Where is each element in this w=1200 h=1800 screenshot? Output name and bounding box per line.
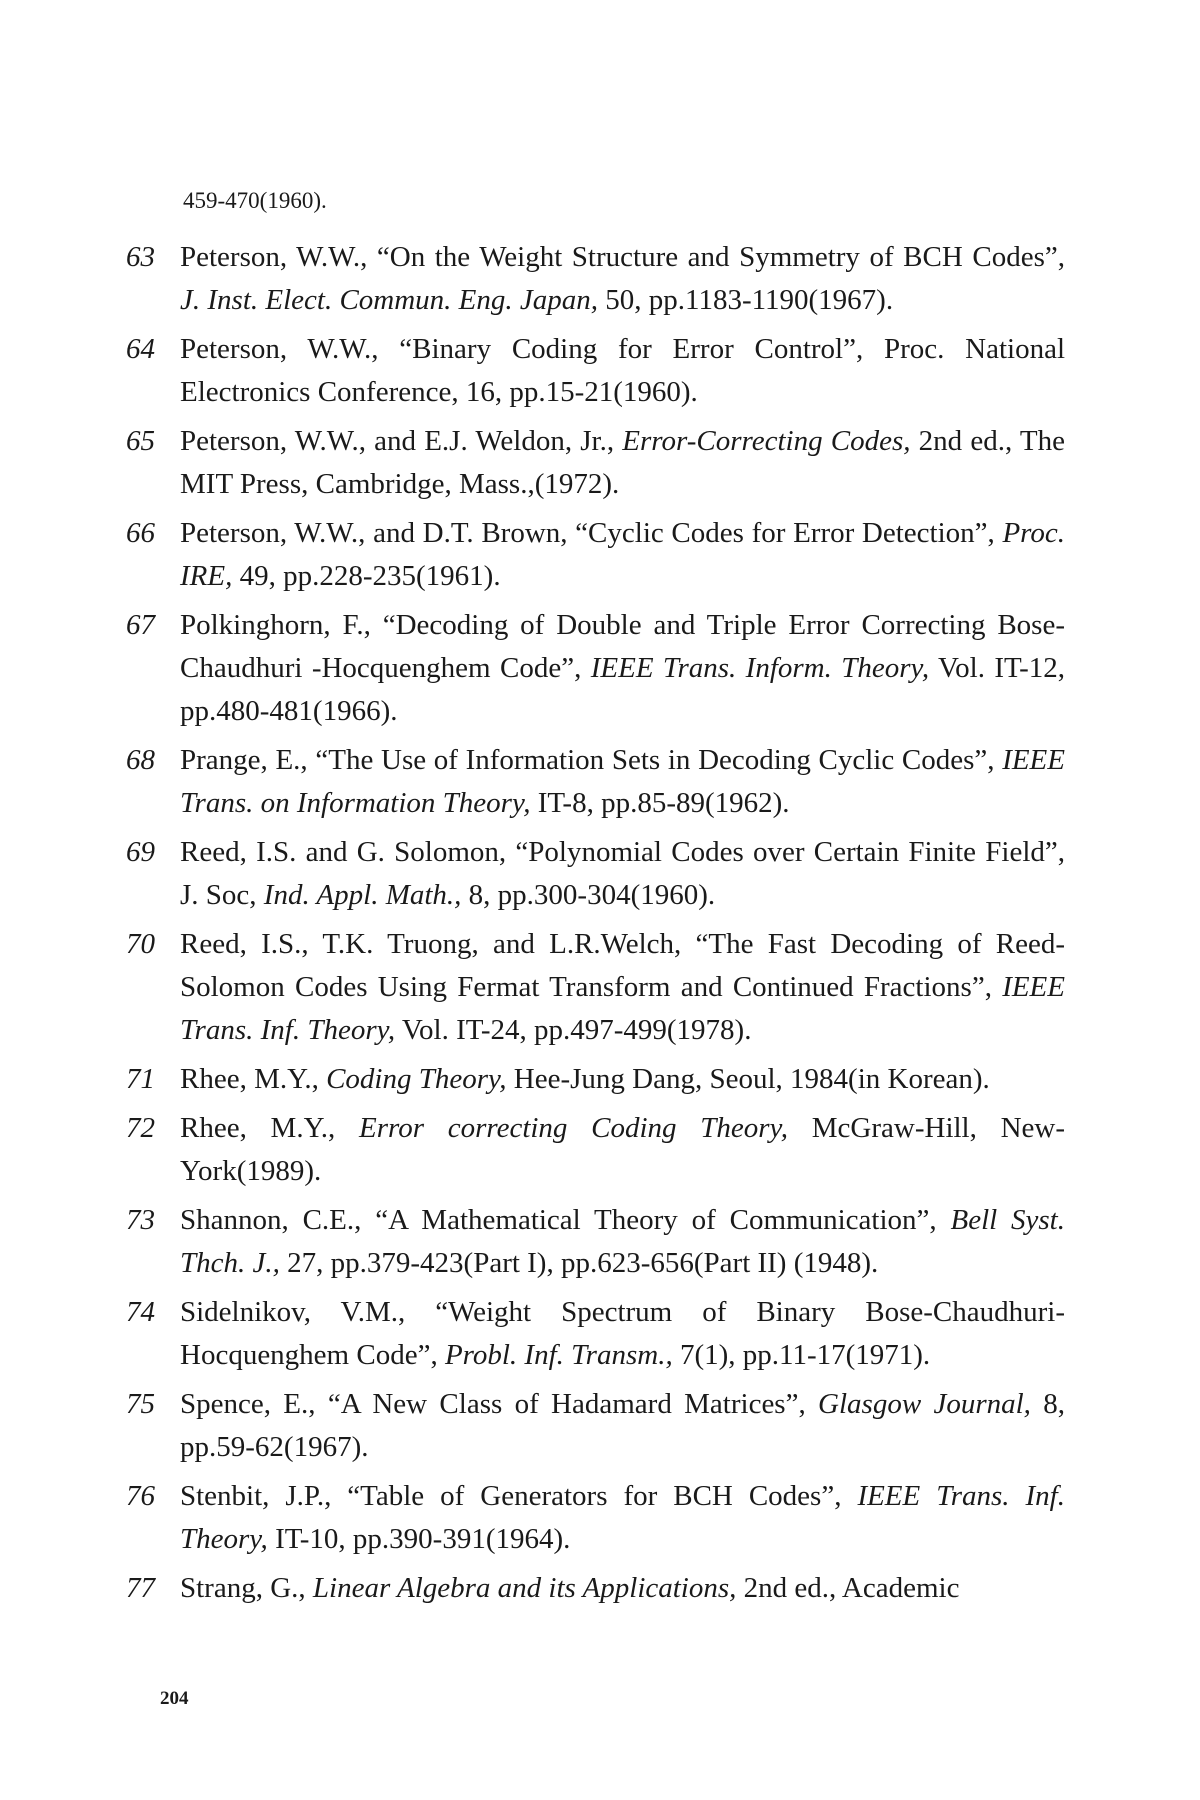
reference-text-part: McGraw-Hill, New-York(1989). [180,1112,1065,1187]
reference-number: 75 [126,1388,155,1420]
reference-title-italic: Probl. Inf. Transm., [444,1339,673,1371]
reference-text [180,1291,1065,1377]
reference-entry [0,1291,1200,1377]
reference-text [180,236,1065,322]
reference-text [180,1058,1065,1101]
reference-number: 73 [126,1204,155,1236]
reference-text [180,739,1065,825]
reference-text [180,1475,1065,1561]
reference-number: 66 [126,517,155,549]
reference-entry [0,923,1200,1052]
reference-text [180,328,1065,414]
reference-title-italic: IEEE Trans. Inf. Theory, [180,971,1065,1046]
reference-entry [0,1058,1200,1101]
reference-text-part: Reed, I.S., T.K. Truong, and L.R.Welch, “The Fast Decoding of Reed-Solomon Codes Using Fermat Transform and Continued Fractions”, [180,928,1065,1003]
reference-number: 77 [126,1572,155,1604]
reference-title-italic: IEEE Trans. Inf. Theory, [180,1480,1065,1555]
reference-title-italic: Error-Correcting Codes, [622,425,911,457]
page-number: 204 [160,1688,189,1709]
reference-entry [0,328,1200,414]
reference-text-part: Peterson, W.W., “On the Weight Structure and Symmetry of BCH Codes”, [180,241,1065,273]
reference-text-part: Peterson, W.W., and E.J. Weldon, Jr., [180,425,623,457]
reference-entry [0,739,1200,825]
reference-text-part: 27, pp.379-423(Part I), pp.623-656(Part II) (1948). [279,1247,879,1279]
reference-text-part: Sidelnikov, V.M., “Weight Spectrum of Binary Bose-Chaudhuri-Hocquenghem Code”, [180,1296,1065,1371]
reference-text-part: 8, pp.59-62(1967). [180,1388,1065,1463]
reference-text-part: Prange, E., “The Use of Information Sets in Decoding Cyclic Codes”, [180,744,1003,776]
reference-entry [0,604,1200,733]
reference-text [180,604,1065,733]
reference-text-part: Peterson, W.W., “Binary Coding for Error Control”, Proc. National Electronics Conference, 16, pp.15-21(1960). [180,333,1065,408]
reference-entry [0,1107,1200,1193]
reference-title-italic: Proc. IRE, [180,517,1065,592]
reference-title-italic: Coding Theory, [326,1063,507,1095]
reference-title-italic: J. Inst. Elect. Commun. Eng. Japan, [180,284,599,316]
reference-number: 64 [126,333,155,365]
reference-entry [0,1199,1200,1285]
reference-title-italic: IEEE Trans. on Information Theory, [180,744,1065,819]
reference-text-part: Reed, I.S. and G. Solomon, “Polynomial Codes over Certain Finite Field”, J. Soc, [180,836,1065,911]
reference-entry [0,1567,1200,1610]
reference-entry [0,831,1200,917]
reference-number: 63 [126,241,155,273]
reference-title-italic: Glasgow Journal, [818,1388,1031,1420]
reference-text-part: 49, pp.228-235(1961). [232,560,501,592]
reference-text-part: Vol. IT-12, pp.480-481(1966). [180,652,1065,727]
reference-number: 72 [126,1112,155,1144]
reference-text [180,1199,1065,1285]
reference-entry [0,1383,1200,1469]
reference-text [180,1383,1065,1469]
reference-text [180,1107,1065,1193]
reference-text-part: Shannon, C.E., “A Mathematical Theory of Communication”, [180,1204,951,1236]
reference-title-italic: Bell Syst. Thch. J., [180,1204,1065,1279]
reference-list [0,236,1200,1616]
reference-text-part: 2nd ed., The MIT Press, Cambridge, Mass.,(1972). [180,425,1065,500]
reference-text-part: Rhee, M.Y., [180,1112,359,1144]
reference-text-part: Rhee, M.Y., [180,1063,327,1095]
reference-text-part: 50, pp.1183-1190(1967). [598,284,894,316]
reference-title-italic: Error correcting Coding Theory, [359,1112,789,1144]
reference-text [180,923,1065,1052]
reference-entry [0,236,1200,322]
reference-entry [0,420,1200,506]
reference-text [180,1567,1065,1610]
reference-text-part: 2nd ed., Academic [736,1572,960,1604]
reference-text-part: Strang, G., [180,1572,313,1604]
reference-title-italic: IEEE Trans. Inform. Theory, [590,652,930,684]
reference-entry [0,512,1200,598]
reference-text [180,831,1065,917]
reference-text-part: Peterson, W.W., and D.T. Brown, “Cyclic Codes for Error Detection”, [180,517,1003,549]
reference-title-italic: Linear Algebra and its Applications, [312,1572,737,1604]
reference-number: 70 [126,928,155,960]
reference-text [180,512,1065,598]
reference-text-part: Spence, E., “A New Class of Hadamard Matrices”, [180,1388,819,1420]
reference-entry [0,1475,1200,1561]
reference-number: 69 [126,836,155,868]
reference-text-part: Polkinghorn, F., “Decoding of Double and Triple Error Correcting Bose-Chaudhuri -Hocquenghem Code”, [180,609,1065,684]
reference-number: 74 [126,1296,155,1328]
reference-text-part: Hee-Jung Dang, Seoul, 1984(in Korean). [506,1063,990,1095]
reference-number: 67 [126,609,155,641]
reference-text-part: IT-10, pp.390-391(1964). [267,1523,571,1555]
reference-continuation: 459-470(1960). [183,188,327,213]
reference-number: 68 [126,744,155,776]
reference-text-part: IT-8, pp.85-89(1962). [530,787,790,819]
reference-text-part: 8, pp.300-304(1960). [461,879,716,911]
reference-title-italic: Ind. Appl. Math., [263,879,462,911]
reference-text-part: Vol. IT-24, pp.497-499(1978). [395,1014,752,1046]
reference-text-part: Stenbit, J.P., “Table of Generators for BCH Codes”, [180,1480,858,1512]
reference-number: 71 [126,1063,155,1095]
reference-number: 65 [126,425,155,457]
reference-number: 76 [126,1480,155,1512]
reference-text-part: 7(1), pp.11-17(1971). [672,1339,931,1371]
reference-text [180,420,1065,506]
